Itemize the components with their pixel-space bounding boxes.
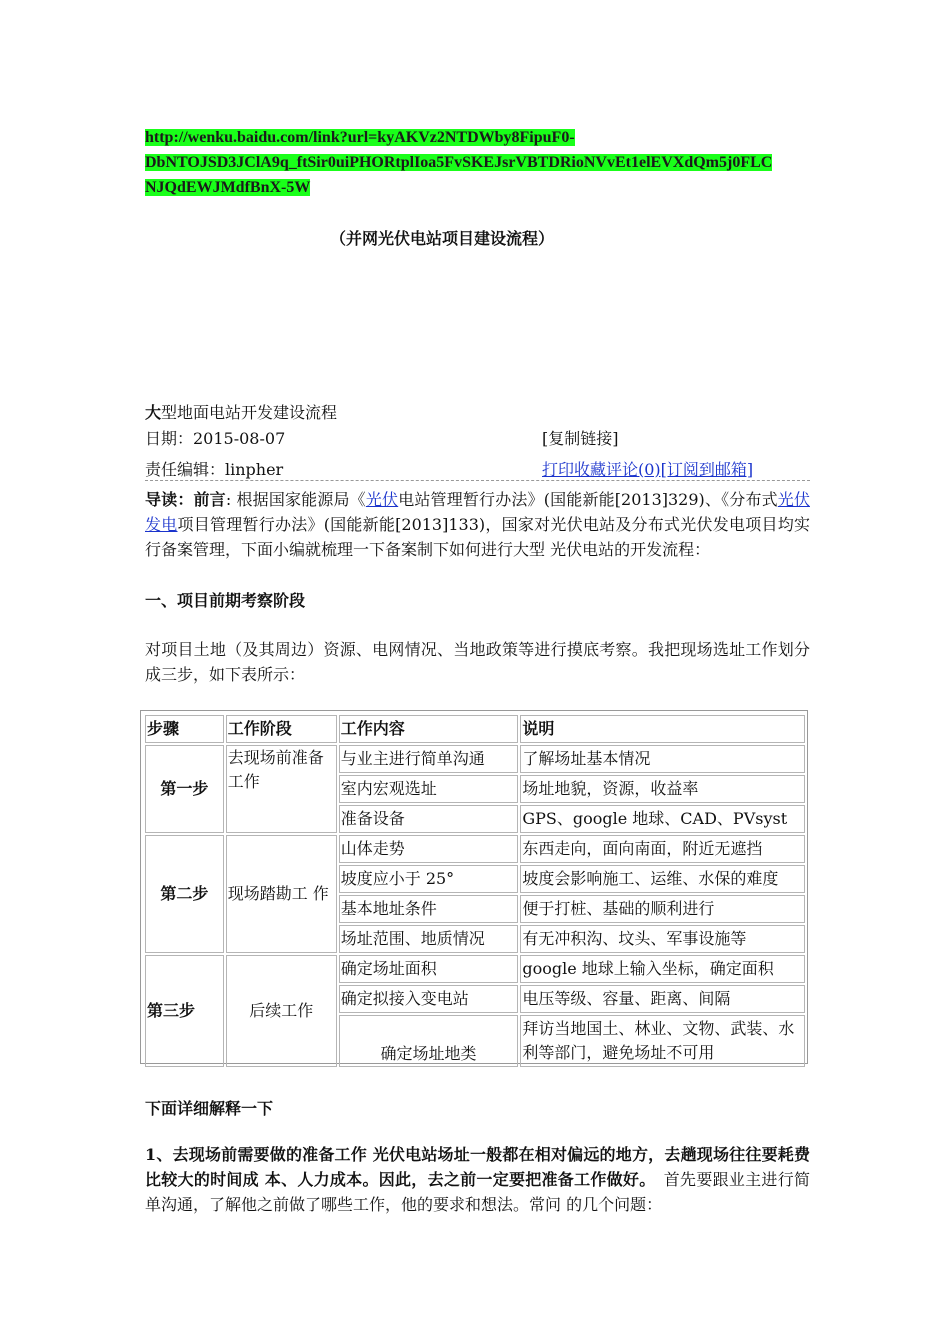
note-cell: 便于打桩、基础的顺利进行 (520, 895, 805, 923)
content-cell: 场址范围、地质情况 (339, 925, 519, 953)
note-cell: 场址地貌，资源，收益率 (520, 775, 805, 803)
table-header-row (145, 715, 805, 743)
content-cell: 确定场址面积 (339, 955, 519, 983)
url-line-1[interactable]: http://wenku.baidu.com/link?url=kyAKVz2NTDWby8FipuF0- (145, 129, 575, 146)
detail-normal-text: 首先要跟业主进行简单沟通，了解他之前做了哪些工作，他的要求和想法。常问 的几个问题： (145, 1170, 810, 1214)
content-cell: 山体走势 (339, 835, 519, 863)
link-guangfu[interactable]: 光伏 (365, 490, 399, 509)
step-cell: 第二步 (145, 835, 224, 953)
stage-cell: 后续工作 (226, 955, 337, 1067)
site-selection-table (140, 710, 808, 1064)
meta-editor-row (145, 457, 810, 480)
header-content: 工作内容 (339, 715, 519, 743)
link-guangfu-fadian[interactable]: 光伏发电 (145, 490, 810, 534)
detail-bold-text: 1、去现场前需要做的准备工作 光伏电站场址一般都在相对偏远的地方，去趟现场往往要耗费比较大的时间成 本、人力成本。因此，去之前一定要把准备工作做好。 (145, 1145, 810, 1189)
note-cell: google 地球上输入坐标，确定面积 (520, 955, 805, 983)
table-row (145, 955, 805, 983)
note-cell: 拜访当地国土、林业、文物、武装、水利等部门，避免场址不可用 (520, 1015, 805, 1067)
lead-text-2: 电站管理暂行办法》(国能新能[2013]329)、《分布式 (398, 490, 778, 509)
lead-paragraph (145, 487, 810, 562)
step-cell: 第三步 (145, 955, 224, 1067)
content-cell: 坡度应小于 25° (339, 865, 519, 893)
content-cell: 与业主进行简单沟通 (339, 745, 519, 773)
section-1-heading: 一、项目前期考察阶段 (145, 591, 306, 610)
lead-text-3: 项目管理暂行办法》(国能新能[2013]133)，国家对光伏电站及分布式光伏发电项目均实行备案管理，下面小编就梳理一下备案制下如何进行大型 光伏电站的开发流程： (145, 515, 810, 559)
content-cell: 基本地址条件 (339, 895, 519, 923)
table-row (145, 745, 805, 773)
header-note: 说明 (520, 715, 805, 743)
article-title-rest: 型地面电站开发建设流程 (161, 403, 338, 422)
survey-paragraph: 对项目土地（及其周边）资源、电网情况、当地政策等进行摸底考察。我把现场选址工作划分成三步，如下表所示： (145, 640, 810, 684)
detail-heading: 下面详细解释一下 (145, 1099, 274, 1118)
header-step: 步骤 (145, 715, 224, 743)
article-actions-link[interactable]: 打印收藏评论(0)[订阅到邮箱] (542, 460, 754, 479)
editor-name: 责任编辑：linpher (145, 460, 284, 479)
header-stage: 工作阶段 (226, 715, 337, 743)
meta-date-row (145, 426, 810, 449)
note-cell: GPS、google 地球、CAD、PVsyst (520, 805, 805, 833)
table-row (145, 835, 805, 863)
lead-text-1: : 根据国家能源局《 (225, 490, 366, 509)
note-cell: 坡度会影响施工、运维、水保的难度 (520, 865, 805, 893)
copy-link-button[interactable]: [复制链接] (542, 429, 619, 448)
note-cell: 东西走向，面向南面，附近无遮挡 (520, 835, 805, 863)
url-line-3[interactable]: NJQdEWJMdfBnX-5W (145, 179, 311, 196)
meta-divider (145, 480, 810, 481)
content-cell: 准备设备 (339, 805, 519, 833)
publish-date: 日期：2015-08-07 (145, 429, 286, 448)
content-cell: 确定场址地类 (339, 1015, 519, 1067)
content-cell: 室内宏观选址 (339, 775, 519, 803)
source-url[interactable] (145, 125, 805, 200)
stage-cell: 现场踏勘工 作 (226, 835, 337, 953)
document-title: （并网光伏电站项目建设流程） (330, 229, 555, 248)
lead-label: 导读：前言 (145, 490, 226, 509)
stage-cell: 去现场前准备工作 (226, 745, 337, 833)
article-title (145, 400, 337, 423)
url-line-2[interactable]: DbNTOJSD3JClA9q_ftSir0uiPHORtplIoa5FvSKEJsrVBTDRioNVvEt1elEVXdQm5j0FLC (145, 154, 773, 171)
note-cell: 电压等级、容量、距离、间隔 (520, 985, 805, 1013)
detail-paragraph-1 (145, 1142, 810, 1217)
step-cell: 第一步 (145, 745, 224, 833)
note-cell: 有无冲积沟、坟头、军事设施等 (520, 925, 805, 953)
article-title-first-char: 大 (145, 403, 162, 422)
content-cell: 确定拟接入变电站 (339, 985, 519, 1013)
note-cell: 了解场址基本情况 (520, 745, 805, 773)
